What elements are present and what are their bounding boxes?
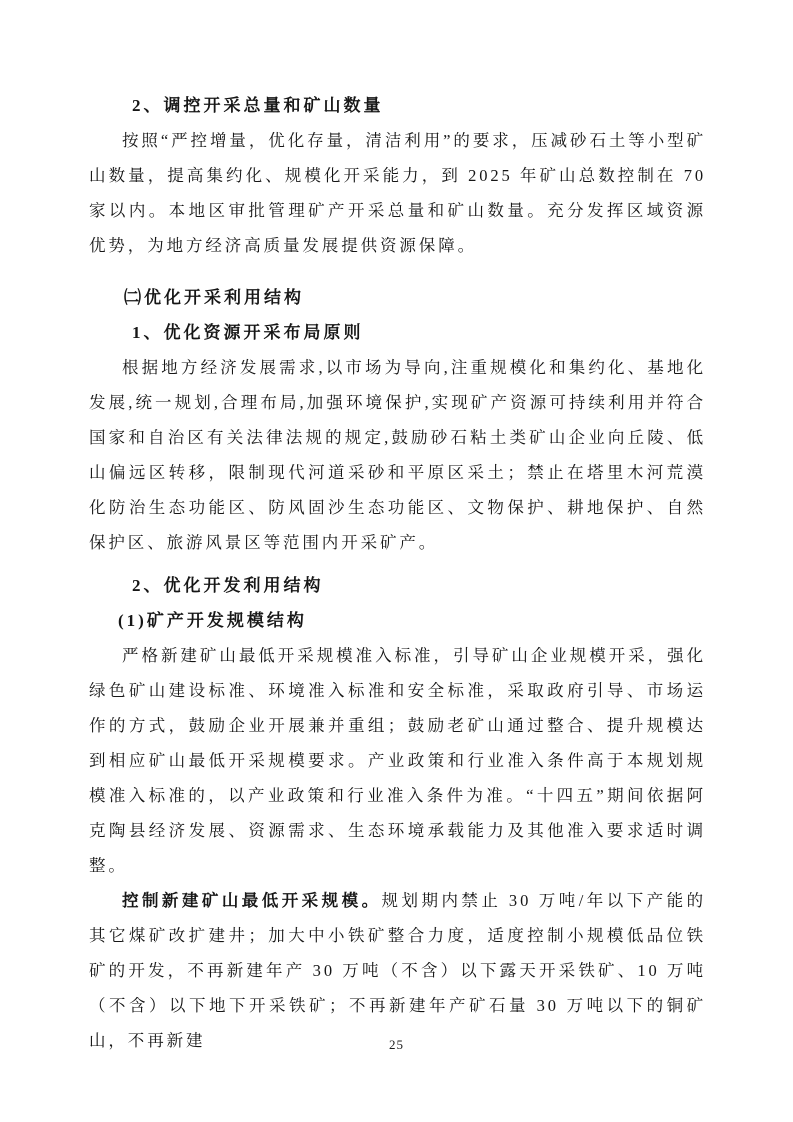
heading-mineral-development-scale-structure: (1)矿产开发规模结构 — [118, 611, 307, 630]
page-number: 25 — [389, 1037, 404, 1052]
heading-section-optimize-utilization-structure: ㈡优化开采利用结构 — [124, 288, 304, 307]
heading-regulate-mining-total: 2、调控开采总量和矿山数量 — [132, 96, 384, 115]
para-regulate-mining-total: 按照“严控增量，优化存量，清洁利用”的要求，压减砂石土等小型矿山数量，提高集约化、规模化开采能力，到 2025 年矿山总数控制在 70 家以内。本地区审批管理矿产开采总量和矿山数量。充分发挥区域资源优势，为地方经济高质量发展提供资源保障。 — [89, 131, 706, 255]
para-control-min-mining-scale — [89, 883, 706, 1058]
page-content — [89, 88, 706, 1058]
heading-optimize-development-structure: 2、优化开发利用结构 — [132, 576, 324, 595]
para-resource-layout-principle: 根据地方经济发展需求,以市场为导向,注重规模化和集约化、基地化发展,统一规划,合理布局,加强环境保护,实现矿产资源可持续利用并符合国家和自治区有关法律法规的规定,鼓励砂石粘土类矿山企业向丘陵、低山偏远区转移，限制现代河道采砂和平原区采土；禁止在塔里木河荒漠化防治生态功能区、防风固沙生态功能区、文物保护、耕地保护、自然保护区、旅游风景区等范围内开采矿产。 — [89, 358, 706, 552]
para-control-min-mining-scale-body: 规划期内禁止 30 万吨/年以下产能的其它煤矿改扩建井；加大中小铁矿整合力度，适度控制小规模低品位铁矿的开发，不再新建年产 30 万吨（不含）以下露天开采铁矿、10 万吨（不含）以下地下开采铁矿；不再新建年产矿石量 30 万吨以下的铜矿山，不再新建 — [89, 891, 707, 1050]
para-control-min-mining-scale-lead: 控制新建矿山最低开采规模。 — [122, 891, 382, 910]
heading-resource-layout-principle: 1、优化资源开采布局原则 — [132, 323, 364, 342]
para-mineral-development-scale-structure: 严格新建矿山最低开采规模准入标准，引导矿山企业规模开采，强化绿色矿山建设标准、环境准入标准和安全标准，采取政府引导、市场运作的方式，鼓励企业开展兼并重组；鼓励老矿山通过整合、提升规模达到相应矿山最低开采规模要求。产业政策和行业准入条件高于本规划规模准入标准的，以产业政策和行业准入条件为准。“十四五”期间依据阿克陶县经济发展、资源需求、生态环境承载能力及其他准入要求适时调整。 — [89, 646, 706, 875]
